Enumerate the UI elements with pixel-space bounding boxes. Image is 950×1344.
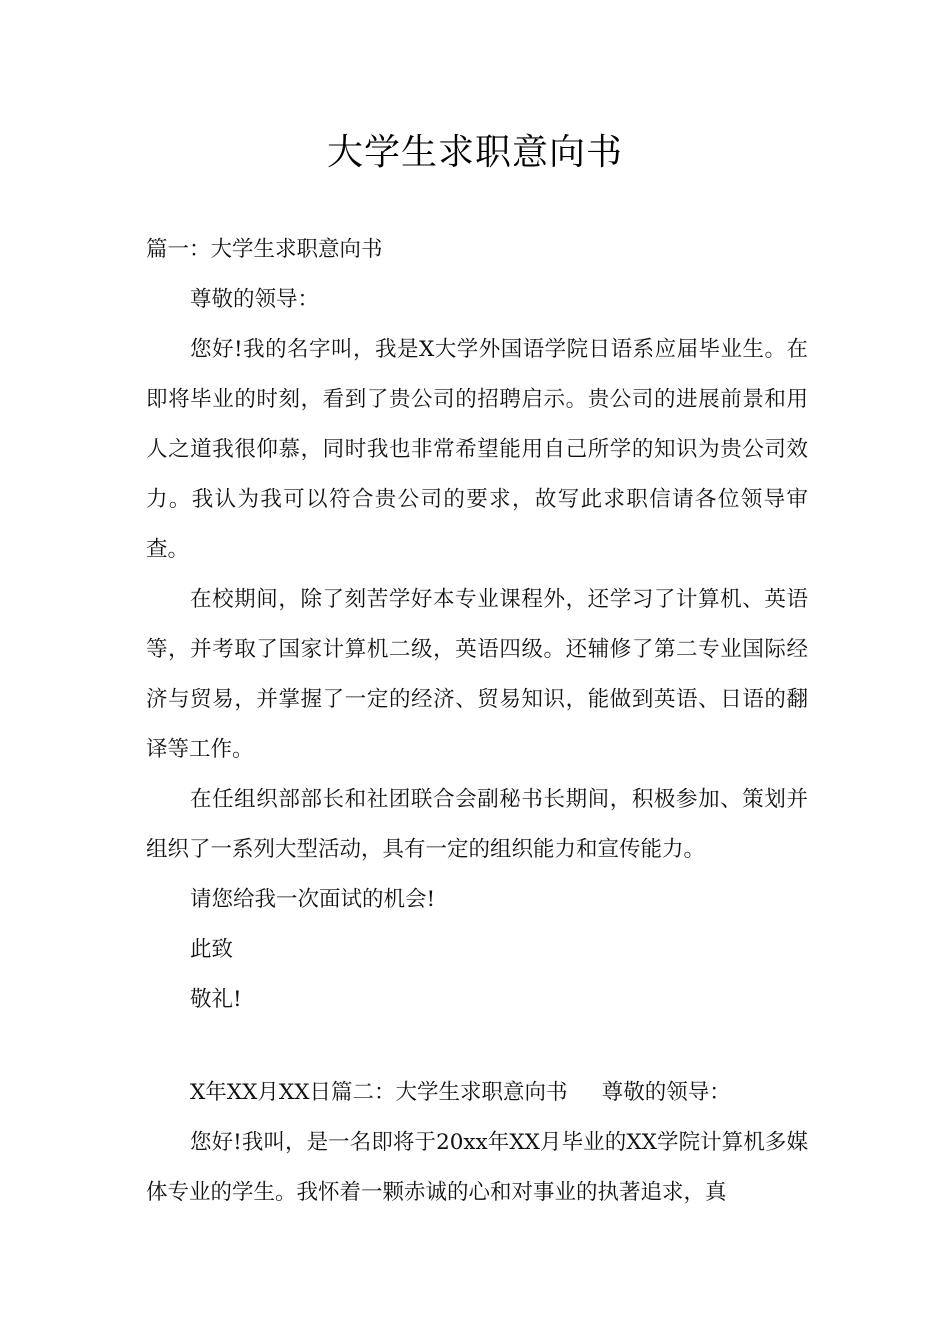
paragraph-activities: 在任组织部部长和社团联合会副秘书长期间，积极参加、策划并组织了一系列大型活动，具有一定的组织能力和宣传能力。 (146, 787, 808, 862)
salutation: 尊敬的领导： (190, 287, 320, 312)
closing-line-2: 敬礼! (190, 987, 242, 1012)
closing-line-1: 此致 (190, 937, 234, 962)
paragraph-intro: 您好!我的名字叫，我是X大学外国语学院日语系应届毕业生。在即将毕业的时刻，看到了贵公司的招聘启示。贵公司的进展前景和用人之道我很仰慕，同时我也非常希望能用自己所学的知识为贵公司效力。我认为我可以符合贵公司的要求，故写此求职信请各位领导审查。 (146, 337, 808, 562)
document-title: 大学生求职意向书 (326, 132, 623, 173)
paragraph-section-two: 您好!我叫，是一名即将于20xx年XX月毕业的XX学院计算机多媒体专业的学生。我怀着一颗赤诚的心和对事业的执著追求，真 (146, 1130, 808, 1205)
date-and-section-two-heading: X年XX月XX日篇二：大学生求职意向书 尊敬的领导： (190, 1080, 731, 1105)
paragraph-request: 请您给我一次面试的机会! (190, 887, 436, 912)
document-body (146, 225, 808, 1218)
paragraph-study: 在校期间，除了刻苦学好本专业课程外，还学习了计算机、英语等，并考取了国家计算机二级，英语四级。还辅修了第二专业国际经济与贸易，并掌握了一定的经济、贸易知识，能做到英语、日语的翻译等工作。 (146, 587, 808, 762)
blank-spacer (146, 1025, 808, 1068)
section-heading: 篇一：大学生求职意向书 (146, 237, 383, 262)
